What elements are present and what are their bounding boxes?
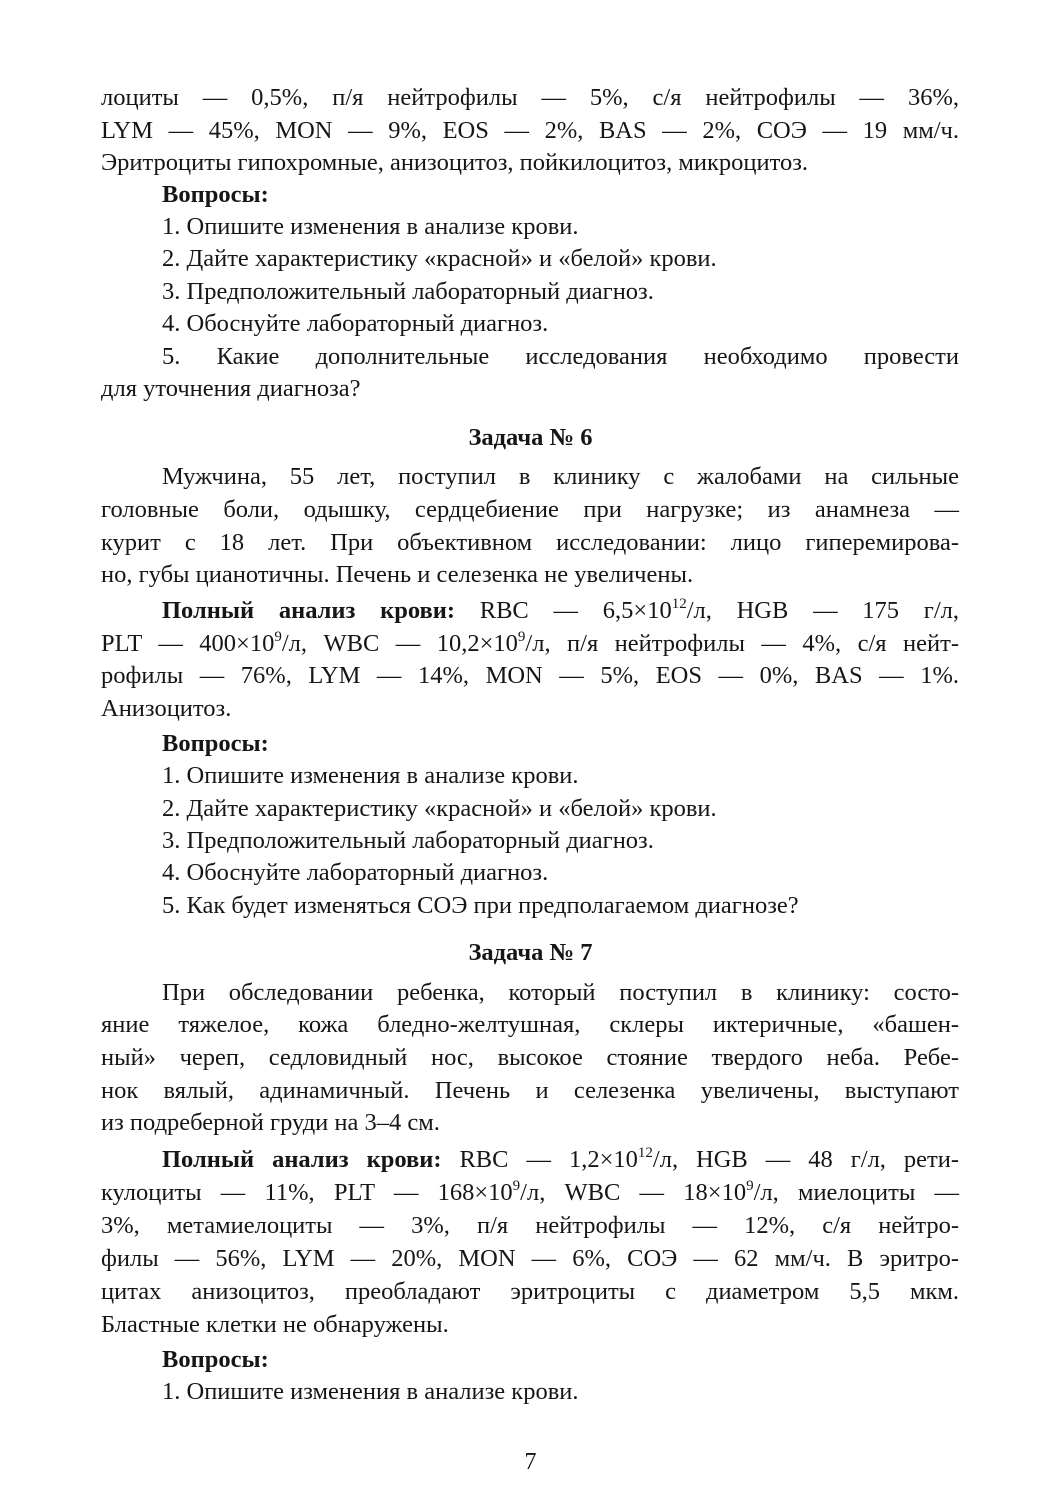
question-item: 1. Опишите изменения в анализе крови. <box>162 1378 579 1405</box>
analysis-value: RBC — 6,5×10 <box>479 597 672 624</box>
body-text-line: нок вялый, адинамичный. Печень и селезенка увеличены, выступают <box>101 1077 959 1104</box>
body-text-line: яние тяжелое, кожа бледно-желтушная, склеры иктеричные, «башен- <box>101 1011 959 1038</box>
question-item: 4. Обоснуйте лабораторный диагноз. <box>162 310 549 337</box>
analysis-value: /л, п/я нейтрофилы — 4%, с/я нейт- <box>525 630 959 657</box>
body-text-line: Мужчина, 55 лет, поступил в клинику с жалобами на сильные <box>162 463 959 490</box>
blood-analysis-line <box>101 628 959 660</box>
blood-analysis-line: цитах анизоцитоз, преобладают эритроциты с диаметром 5,5 мкм. <box>101 1278 959 1305</box>
page-number: 7 <box>524 1449 537 1475</box>
body-text-line: ный» череп, седловидный нос, высокое стояние твердого неба. Ребе- <box>101 1044 959 1071</box>
question-item: 2. Дайте характеристику «красной» и «белой» крови. <box>162 795 717 822</box>
question-item: 5. Какие дополнительные исследования необходимо провести <box>162 343 959 370</box>
body-text-line: курит с 18 лет. При объективном исследовании: лицо гиперемирова- <box>101 529 959 556</box>
analysis-label: Полный анализ крови: <box>162 597 455 624</box>
body-text-line: При обследовании ребенка, который поступил в клинику: состо- <box>162 979 959 1006</box>
task-title: Задача № 6 <box>468 424 593 451</box>
exponent: 12 <box>637 1145 653 1161</box>
blood-analysis-line: рофилы — 76%, LYM — 14%, MON — 5%, EOS — 0%, BAS — 1%. <box>101 662 959 689</box>
body-text-line: но, губы цианотичны. Печень и селезенка не увеличены. <box>101 561 694 588</box>
question-item: 1. Опишите изменения в анализе крови. <box>162 213 579 240</box>
body-text-line: лоциты — 0,5%, п/я нейтрофилы — 5%, с/я нейтрофилы — 36%, <box>101 84 959 111</box>
blood-analysis-line <box>101 1177 959 1209</box>
question-item: 3. Предположительный лабораторный диагноз. <box>162 827 654 854</box>
exponent: 9 <box>517 629 526 645</box>
body-text-line: Эритроциты гипохромные, анизоцитоз, пойкилоцитоз, микроцитоз. <box>101 149 809 176</box>
question-item: 3. Предположительный лабораторный диагноз. <box>162 278 654 305</box>
task-title: Задача № 7 <box>468 939 593 966</box>
analysis-value: кулоциты — 11%, PLT — 168×10 <box>101 1179 513 1206</box>
exponent: 9 <box>512 1178 521 1194</box>
blood-analysis-line: 3%, метамиелоциты — 3%, п/я нейтрофилы — 12%, с/я нейтро- <box>101 1212 959 1239</box>
analysis-value: RBC — 1,2×10 <box>459 1146 638 1173</box>
question-item: 5. Как будет изменяться СОЭ при предполагаемом диагнозе? <box>162 892 799 919</box>
blood-analysis-line: Бластные клетки не обнаружены. <box>101 1311 449 1338</box>
blood-analysis-line: филы — 56%, LYM — 20%, MON — 6%, СОЭ — 62 мм/ч. В эритро- <box>101 1245 959 1272</box>
exponent: 12 <box>671 596 687 612</box>
questions-heading: Вопросы: <box>162 1346 269 1373</box>
analysis-value: /л, WBC — 18×10 <box>520 1179 747 1206</box>
question-item: 1. Опишите изменения в анализе крови. <box>162 762 579 789</box>
blood-analysis-line <box>162 595 959 627</box>
blood-analysis-line: Анизоцитоз. <box>101 695 232 722</box>
question-item: 2. Дайте характеристику «красной» и «белой» крови. <box>162 245 717 272</box>
body-text-line: LYM — 45%, MON — 9%, EOS — 2%, BAS — 2%, СОЭ — 19 мм/ч. <box>101 117 959 144</box>
question-item: 4. Обоснуйте лабораторный диагноз. <box>162 859 549 886</box>
question-item: для уточнения диагноза? <box>101 375 361 402</box>
body-text-line: из подреберной груди на 3–4 см. <box>101 1109 440 1136</box>
analysis-value: /л, миелоциты — <box>753 1179 959 1206</box>
blood-analysis-line <box>162 1144 959 1176</box>
exponent: 9 <box>274 629 282 645</box>
analysis-value: /л, HGB — 175 г/л, <box>686 597 960 624</box>
questions-heading: Вопросы: <box>162 181 269 208</box>
analysis-value: /л, WBC — 10,2×10 <box>281 630 518 657</box>
analysis-value: /л, HGB — 48 г/л, рети- <box>652 1146 959 1173</box>
questions-heading: Вопросы: <box>162 730 269 757</box>
analysis-label: Полный анализ крови: <box>162 1146 442 1173</box>
body-text-line: головные боли, одышку, сердцебиение при нагрузке; из анамнеза — <box>101 496 959 523</box>
analysis-value: PLT — 400×10 <box>101 630 275 657</box>
exponent: 9 <box>746 1178 754 1194</box>
